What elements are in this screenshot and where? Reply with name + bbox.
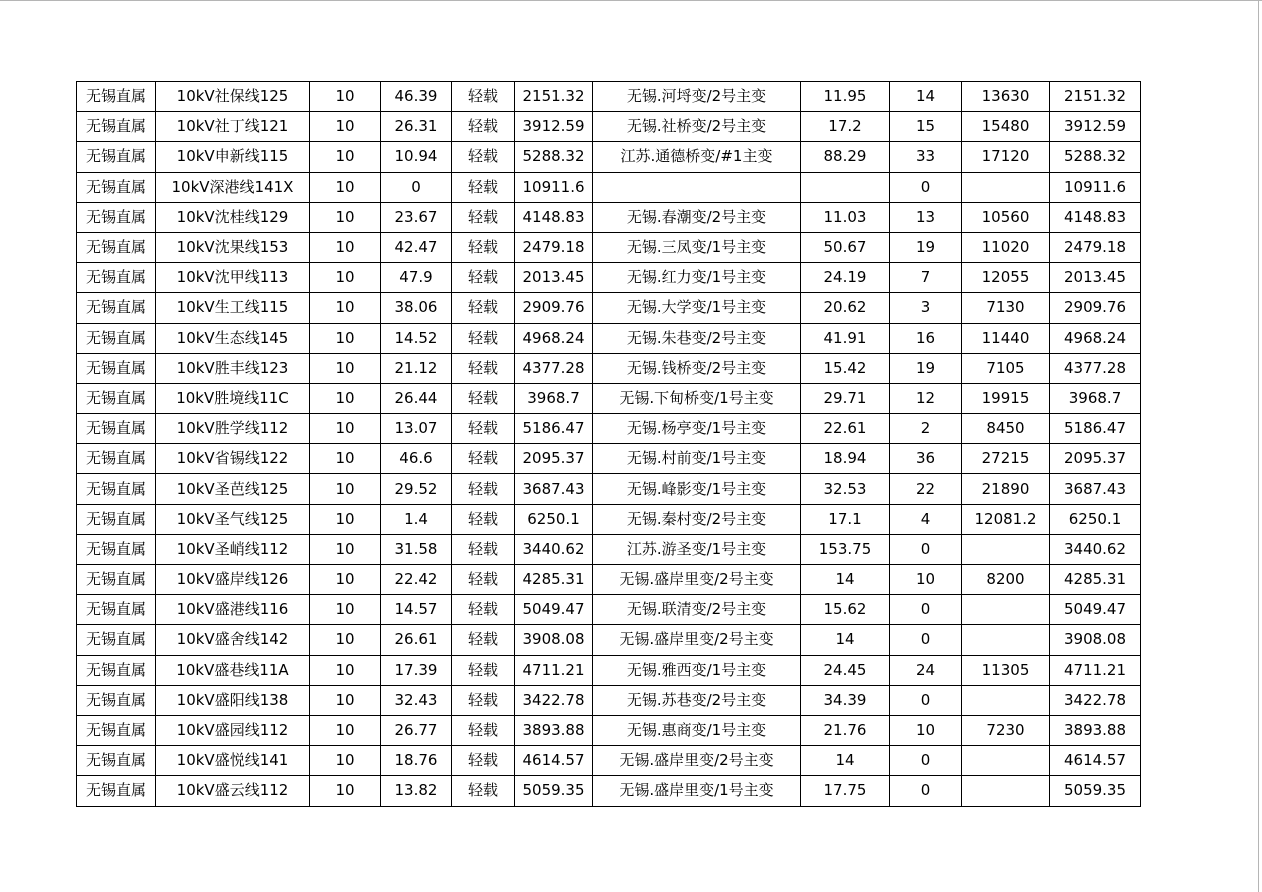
substation-transformer-cell: 江苏.通德桥变/#1主变 — [593, 142, 801, 172]
load-rate-cell: 26.77 — [381, 715, 452, 745]
load-status-cell: 轻载 — [452, 625, 515, 655]
total-capacity-cell: 10560 — [962, 202, 1050, 232]
available-capacity-cell: 2095.37 — [1050, 444, 1141, 474]
total-capacity-cell: 13630 — [962, 82, 1050, 112]
region-cell: 无锡直属 — [77, 776, 156, 806]
voltage-cell: 10 — [310, 625, 381, 655]
capacity-cell: 3968.7 — [515, 383, 593, 413]
substation-transformer-cell: 无锡.社桥变/2号主变 — [593, 112, 801, 142]
available-capacity-cell: 3968.7 — [1050, 383, 1141, 413]
feeder-name-cell: 10kV盛岸线126 — [156, 565, 310, 595]
substation-transformer-cell: 无锡.惠商变/1号主变 — [593, 715, 801, 745]
feeder-name-cell: 10kV深港线141X — [156, 172, 310, 202]
substation-transformer-cell: 无锡.雅西变/1号主变 — [593, 655, 801, 685]
available-capacity-cell: 3893.88 — [1050, 715, 1141, 745]
load-status-cell: 轻载 — [452, 293, 515, 323]
load-status-cell: 轻载 — [452, 202, 515, 232]
voltage-cell: 10 — [310, 504, 381, 534]
substation-transformer-cell: 无锡.三凤变/1号主变 — [593, 232, 801, 262]
voltage-cell: 10 — [310, 565, 381, 595]
load-rate-cell: 13.82 — [381, 776, 452, 806]
load-rate-cell: 1.4 — [381, 504, 452, 534]
substation-transformer-cell: 无锡.钱桥变/2号主变 — [593, 353, 801, 383]
table-row — [77, 444, 1141, 474]
load-status-cell: 轻载 — [452, 746, 515, 776]
region-cell: 无锡直属 — [77, 323, 156, 353]
table-row — [77, 353, 1141, 383]
total-capacity-cell — [962, 595, 1050, 625]
total-capacity-cell: 21890 — [962, 474, 1050, 504]
total-capacity-cell: 11305 — [962, 655, 1050, 685]
available-capacity-cell: 4614.57 — [1050, 746, 1141, 776]
voltage-cell: 10 — [310, 715, 381, 745]
feeder-name-cell: 10kV省锡线122 — [156, 444, 310, 474]
feeder-name-cell: 10kV圣峭线112 — [156, 534, 310, 564]
count-cell: 10 — [890, 715, 962, 745]
region-cell: 无锡直属 — [77, 353, 156, 383]
capacity-cell: 4711.21 — [515, 655, 593, 685]
feeder-load-table — [76, 81, 1141, 807]
load-rate-cell: 26.31 — [381, 112, 452, 142]
total-capacity-cell: 7230 — [962, 715, 1050, 745]
count-cell: 15 — [890, 112, 962, 142]
count-cell: 16 — [890, 323, 962, 353]
load-status-cell: 轻载 — [452, 263, 515, 293]
count-cell: 0 — [890, 776, 962, 806]
count-cell: 24 — [890, 655, 962, 685]
available-capacity-cell: 4377.28 — [1050, 353, 1141, 383]
transformer-load-cell — [801, 172, 890, 202]
feeder-name-cell: 10kV胜学线112 — [156, 414, 310, 444]
voltage-cell: 10 — [310, 82, 381, 112]
feeder-name-cell: 10kV社保线125 — [156, 82, 310, 112]
substation-transformer-cell: 无锡.大学变/1号主变 — [593, 293, 801, 323]
capacity-cell: 2151.32 — [515, 82, 593, 112]
table-row — [77, 776, 1141, 806]
feeder-name-cell: 10kV申新线115 — [156, 142, 310, 172]
transformer-load-cell: 17.2 — [801, 112, 890, 142]
feeder-name-cell: 10kV盛巷线11A — [156, 655, 310, 685]
load-rate-cell: 13.07 — [381, 414, 452, 444]
voltage-cell: 10 — [310, 414, 381, 444]
table-row — [77, 383, 1141, 413]
substation-transformer-cell: 无锡.河埒变/2号主变 — [593, 82, 801, 112]
region-cell: 无锡直属 — [77, 202, 156, 232]
region-cell: 无锡直属 — [77, 625, 156, 655]
transformer-load-cell: 50.67 — [801, 232, 890, 262]
load-rate-cell: 31.58 — [381, 534, 452, 564]
voltage-cell: 10 — [310, 474, 381, 504]
table-row — [77, 172, 1141, 202]
load-status-cell: 轻载 — [452, 414, 515, 444]
total-capacity-cell: 17120 — [962, 142, 1050, 172]
capacity-cell: 5288.32 — [515, 142, 593, 172]
transformer-load-cell: 11.03 — [801, 202, 890, 232]
table-row — [77, 232, 1141, 262]
count-cell: 13 — [890, 202, 962, 232]
capacity-cell: 3422.78 — [515, 685, 593, 715]
count-cell: 0 — [890, 685, 962, 715]
region-cell: 无锡直属 — [77, 715, 156, 745]
substation-transformer-cell: 江苏.游圣变/1号主变 — [593, 534, 801, 564]
total-capacity-cell: 11440 — [962, 323, 1050, 353]
count-cell: 22 — [890, 474, 962, 504]
voltage-cell: 10 — [310, 383, 381, 413]
capacity-cell: 2909.76 — [515, 293, 593, 323]
load-rate-cell: 26.61 — [381, 625, 452, 655]
count-cell: 0 — [890, 746, 962, 776]
transformer-load-cell: 11.95 — [801, 82, 890, 112]
voltage-cell: 10 — [310, 595, 381, 625]
feeder-name-cell: 10kV盛舍线142 — [156, 625, 310, 655]
substation-transformer-cell: 无锡.盛岸里变/1号主变 — [593, 776, 801, 806]
table-row — [77, 414, 1141, 444]
feeder-name-cell: 10kV社丁线121 — [156, 112, 310, 142]
feeder-name-cell: 10kV沈甲线113 — [156, 263, 310, 293]
available-capacity-cell: 3440.62 — [1050, 534, 1141, 564]
count-cell: 0 — [890, 625, 962, 655]
transformer-load-cell: 34.39 — [801, 685, 890, 715]
transformer-load-cell: 20.62 — [801, 293, 890, 323]
available-capacity-cell: 2151.32 — [1050, 82, 1141, 112]
capacity-cell: 4377.28 — [515, 353, 593, 383]
capacity-cell: 2479.18 — [515, 232, 593, 262]
count-cell: 0 — [890, 595, 962, 625]
transformer-load-cell: 41.91 — [801, 323, 890, 353]
total-capacity-cell: 7130 — [962, 293, 1050, 323]
voltage-cell: 10 — [310, 444, 381, 474]
feeder-name-cell: 10kV盛云线112 — [156, 776, 310, 806]
total-capacity-cell — [962, 685, 1050, 715]
voltage-cell: 10 — [310, 776, 381, 806]
load-rate-cell: 32.43 — [381, 685, 452, 715]
substation-transformer-cell: 无锡.下甸桥变/1号主变 — [593, 383, 801, 413]
load-status-cell: 轻载 — [452, 232, 515, 262]
transformer-load-cell: 24.45 — [801, 655, 890, 685]
region-cell: 无锡直属 — [77, 82, 156, 112]
available-capacity-cell: 5059.35 — [1050, 776, 1141, 806]
load-rate-cell: 18.76 — [381, 746, 452, 776]
feeder-name-cell: 10kV沈果线153 — [156, 232, 310, 262]
available-capacity-cell: 3422.78 — [1050, 685, 1141, 715]
capacity-cell: 5059.35 — [515, 776, 593, 806]
region-cell: 无锡直属 — [77, 172, 156, 202]
total-capacity-cell: 12081.2 — [962, 504, 1050, 534]
count-cell: 0 — [890, 534, 962, 564]
capacity-cell: 6250.1 — [515, 504, 593, 534]
capacity-cell: 4285.31 — [515, 565, 593, 595]
transformer-load-cell: 15.42 — [801, 353, 890, 383]
available-capacity-cell: 10911.6 — [1050, 172, 1141, 202]
load-rate-cell: 14.52 — [381, 323, 452, 353]
total-capacity-cell: 19915 — [962, 383, 1050, 413]
feeder-name-cell: 10kV盛悦线141 — [156, 746, 310, 776]
feeder-name-cell: 10kV生态线145 — [156, 323, 310, 353]
total-capacity-cell — [962, 534, 1050, 564]
feeder-name-cell: 10kV盛园线112 — [156, 715, 310, 745]
capacity-cell: 4614.57 — [515, 746, 593, 776]
capacity-cell: 3687.43 — [515, 474, 593, 504]
total-capacity-cell: 11020 — [962, 232, 1050, 262]
capacity-cell: 4148.83 — [515, 202, 593, 232]
table-row — [77, 685, 1141, 715]
substation-transformer-cell: 无锡.春潮变/2号主变 — [593, 202, 801, 232]
load-status-cell: 轻载 — [452, 444, 515, 474]
region-cell: 无锡直属 — [77, 746, 156, 776]
voltage-cell: 10 — [310, 746, 381, 776]
transformer-load-cell: 14 — [801, 746, 890, 776]
capacity-cell: 5186.47 — [515, 414, 593, 444]
transformer-load-cell: 29.71 — [801, 383, 890, 413]
table-row — [77, 625, 1141, 655]
count-cell: 10 — [890, 565, 962, 595]
region-cell: 无锡直属 — [77, 504, 156, 534]
load-status-cell: 轻载 — [452, 82, 515, 112]
substation-transformer-cell: 无锡.联清变/2号主变 — [593, 595, 801, 625]
load-rate-cell: 26.44 — [381, 383, 452, 413]
available-capacity-cell: 4285.31 — [1050, 565, 1141, 595]
capacity-cell: 3440.62 — [515, 534, 593, 564]
table-row — [77, 202, 1141, 232]
available-capacity-cell: 5288.32 — [1050, 142, 1141, 172]
transformer-load-cell: 15.62 — [801, 595, 890, 625]
voltage-cell: 10 — [310, 293, 381, 323]
load-rate-cell: 23.67 — [381, 202, 452, 232]
load-rate-cell: 46.39 — [381, 82, 452, 112]
voltage-cell: 10 — [310, 172, 381, 202]
capacity-cell: 10911.6 — [515, 172, 593, 202]
count-cell: 19 — [890, 353, 962, 383]
load-status-cell: 轻载 — [452, 323, 515, 353]
voltage-cell: 10 — [310, 232, 381, 262]
substation-transformer-cell: 无锡.红力变/1号主变 — [593, 263, 801, 293]
total-capacity-cell — [962, 776, 1050, 806]
load-status-cell: 轻载 — [452, 142, 515, 172]
transformer-load-cell: 153.75 — [801, 534, 890, 564]
load-status-cell: 轻载 — [452, 172, 515, 202]
voltage-cell: 10 — [310, 142, 381, 172]
load-status-cell: 轻载 — [452, 595, 515, 625]
table-row — [77, 474, 1141, 504]
load-status-cell: 轻载 — [452, 353, 515, 383]
substation-transformer-cell: 无锡.苏巷变/2号主变 — [593, 685, 801, 715]
count-cell: 2 — [890, 414, 962, 444]
feeder-name-cell: 10kV胜丰线123 — [156, 353, 310, 383]
count-cell: 33 — [890, 142, 962, 172]
table-row — [77, 565, 1141, 595]
count-cell: 0 — [890, 172, 962, 202]
table-row — [77, 746, 1141, 776]
available-capacity-cell: 2909.76 — [1050, 293, 1141, 323]
region-cell: 无锡直属 — [77, 414, 156, 444]
available-capacity-cell: 4148.83 — [1050, 202, 1141, 232]
region-cell: 无锡直属 — [77, 112, 156, 142]
available-capacity-cell: 6250.1 — [1050, 504, 1141, 534]
total-capacity-cell: 8200 — [962, 565, 1050, 595]
load-status-cell: 轻载 — [452, 534, 515, 564]
voltage-cell: 10 — [310, 534, 381, 564]
capacity-cell: 3893.88 — [515, 715, 593, 745]
voltage-cell: 10 — [310, 202, 381, 232]
available-capacity-cell: 5049.47 — [1050, 595, 1141, 625]
total-capacity-cell: 12055 — [962, 263, 1050, 293]
available-capacity-cell: 3908.08 — [1050, 625, 1141, 655]
load-rate-cell: 46.6 — [381, 444, 452, 474]
capacity-cell: 4968.24 — [515, 323, 593, 353]
substation-transformer-cell: 无锡.峰影变/1号主变 — [593, 474, 801, 504]
capacity-cell: 3912.59 — [515, 112, 593, 142]
load-rate-cell: 38.06 — [381, 293, 452, 323]
voltage-cell: 10 — [310, 323, 381, 353]
feeder-name-cell: 10kV盛阳线138 — [156, 685, 310, 715]
table-row — [77, 655, 1141, 685]
load-rate-cell: 14.57 — [381, 595, 452, 625]
load-status-cell: 轻载 — [452, 474, 515, 504]
load-status-cell: 轻载 — [452, 685, 515, 715]
table-row — [77, 323, 1141, 353]
load-rate-cell: 0 — [381, 172, 452, 202]
region-cell: 无锡直属 — [77, 293, 156, 323]
feeder-name-cell: 10kV圣气线125 — [156, 504, 310, 534]
capacity-cell: 2095.37 — [515, 444, 593, 474]
load-status-cell: 轻载 — [452, 655, 515, 685]
voltage-cell: 10 — [310, 263, 381, 293]
count-cell: 36 — [890, 444, 962, 474]
transformer-load-cell: 21.76 — [801, 715, 890, 745]
total-capacity-cell: 27215 — [962, 444, 1050, 474]
table-row — [77, 293, 1141, 323]
feeder-name-cell: 10kV圣芭线125 — [156, 474, 310, 504]
region-cell: 无锡直属 — [77, 383, 156, 413]
total-capacity-cell: 8450 — [962, 414, 1050, 444]
count-cell: 4 — [890, 504, 962, 534]
transformer-load-cell: 18.94 — [801, 444, 890, 474]
transformer-load-cell: 24.19 — [801, 263, 890, 293]
load-rate-cell: 22.42 — [381, 565, 452, 595]
load-status-cell: 轻载 — [452, 504, 515, 534]
transformer-load-cell: 17.75 — [801, 776, 890, 806]
load-rate-cell: 47.9 — [381, 263, 452, 293]
capacity-cell: 2013.45 — [515, 263, 593, 293]
table-row — [77, 595, 1141, 625]
substation-transformer-cell: 无锡.盛岸里变/2号主变 — [593, 565, 801, 595]
available-capacity-cell: 4968.24 — [1050, 323, 1141, 353]
region-cell: 无锡直属 — [77, 142, 156, 172]
load-rate-cell: 42.47 — [381, 232, 452, 262]
transformer-load-cell: 88.29 — [801, 142, 890, 172]
region-cell: 无锡直属 — [77, 232, 156, 262]
substation-transformer-cell: 无锡.杨亭变/1号主变 — [593, 414, 801, 444]
table-row — [77, 82, 1141, 112]
load-status-cell: 轻载 — [452, 565, 515, 595]
transformer-load-cell: 17.1 — [801, 504, 890, 534]
voltage-cell: 10 — [310, 112, 381, 142]
total-capacity-cell — [962, 172, 1050, 202]
substation-transformer-cell: 无锡.盛岸里变/2号主变 — [593, 625, 801, 655]
table-row — [77, 715, 1141, 745]
table-row — [77, 142, 1141, 172]
available-capacity-cell: 3912.59 — [1050, 112, 1141, 142]
total-capacity-cell: 15480 — [962, 112, 1050, 142]
table-row — [77, 534, 1141, 564]
count-cell: 3 — [890, 293, 962, 323]
count-cell: 7 — [890, 263, 962, 293]
voltage-cell: 10 — [310, 685, 381, 715]
table-row — [77, 504, 1141, 534]
region-cell: 无锡直属 — [77, 655, 156, 685]
feeder-name-cell: 10kV盛港线116 — [156, 595, 310, 625]
table-row — [77, 263, 1141, 293]
count-cell: 14 — [890, 82, 962, 112]
available-capacity-cell: 2013.45 — [1050, 263, 1141, 293]
total-capacity-cell: 7105 — [962, 353, 1050, 383]
substation-transformer-cell: 无锡.盛岸里变/2号主变 — [593, 746, 801, 776]
count-cell: 19 — [890, 232, 962, 262]
available-capacity-cell: 3687.43 — [1050, 474, 1141, 504]
region-cell: 无锡直属 — [77, 534, 156, 564]
transformer-load-cell: 32.53 — [801, 474, 890, 504]
feeder-name-cell: 10kV沈桂线129 — [156, 202, 310, 232]
total-capacity-cell — [962, 625, 1050, 655]
load-status-cell: 轻载 — [452, 112, 515, 142]
feeder-name-cell: 10kV生工线115 — [156, 293, 310, 323]
load-rate-cell: 17.39 — [381, 655, 452, 685]
table-row — [77, 112, 1141, 142]
substation-transformer-cell: 无锡.秦村变/2号主变 — [593, 504, 801, 534]
region-cell: 无锡直属 — [77, 565, 156, 595]
region-cell: 无锡直属 — [77, 263, 156, 293]
count-cell: 12 — [890, 383, 962, 413]
load-status-cell: 轻载 — [452, 383, 515, 413]
feeder-name-cell: 10kV胜境线11C — [156, 383, 310, 413]
region-cell: 无锡直属 — [77, 685, 156, 715]
available-capacity-cell: 2479.18 — [1050, 232, 1141, 262]
load-status-cell: 轻载 — [452, 715, 515, 745]
substation-transformer-cell: 无锡.朱巷变/2号主变 — [593, 323, 801, 353]
region-cell: 无锡直属 — [77, 474, 156, 504]
voltage-cell: 10 — [310, 353, 381, 383]
load-status-cell: 轻载 — [452, 776, 515, 806]
transformer-load-cell: 14 — [801, 565, 890, 595]
substation-transformer-cell — [593, 172, 801, 202]
load-rate-cell: 29.52 — [381, 474, 452, 504]
total-capacity-cell — [962, 746, 1050, 776]
available-capacity-cell: 4711.21 — [1050, 655, 1141, 685]
page-top-border — [0, 0, 1262, 1]
transformer-load-cell: 22.61 — [801, 414, 890, 444]
region-cell: 无锡直属 — [77, 444, 156, 474]
region-cell: 无锡直属 — [77, 595, 156, 625]
transformer-load-cell: 14 — [801, 625, 890, 655]
load-rate-cell: 10.94 — [381, 142, 452, 172]
table-body — [77, 82, 1141, 807]
available-capacity-cell: 5186.47 — [1050, 414, 1141, 444]
page-right-border — [1258, 0, 1259, 892]
load-rate-cell: 21.12 — [381, 353, 452, 383]
capacity-cell: 5049.47 — [515, 595, 593, 625]
capacity-cell: 3908.08 — [515, 625, 593, 655]
substation-transformer-cell: 无锡.村前变/1号主变 — [593, 444, 801, 474]
voltage-cell: 10 — [310, 655, 381, 685]
